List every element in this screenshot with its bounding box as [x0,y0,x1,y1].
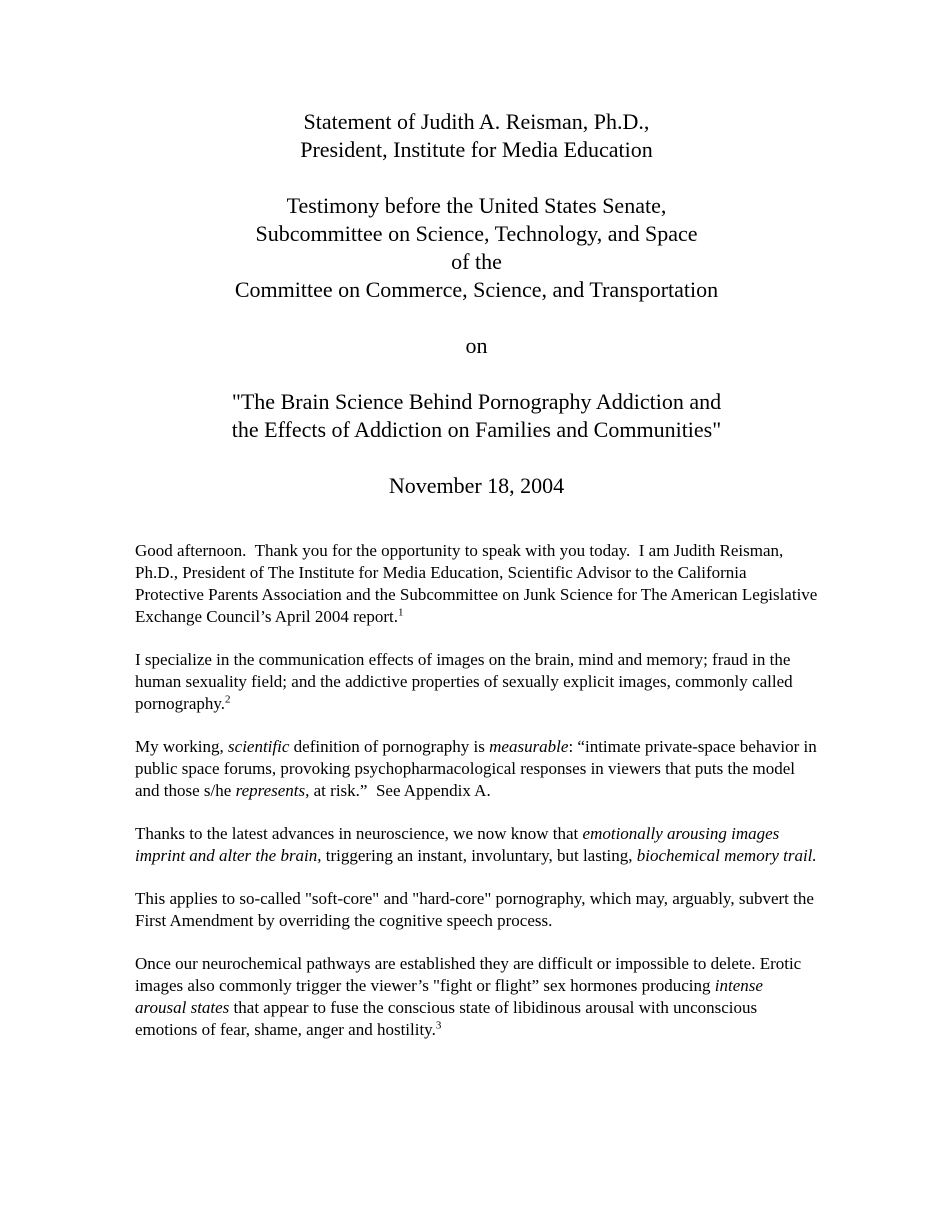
heading-line-author: Statement of Judith A. Reisman, Ph.D., [303,109,650,134]
heading-line-on: on [465,333,488,358]
heading-statement-block [135,108,818,164]
heading-on-block [135,332,818,360]
heading-line-author-title: President, Institute for Media Education [300,137,653,162]
heading-testimony-block [135,192,818,304]
paragraph-specialization: I specialize in the communication effects of images on the brain, mind and memory; fraud in the human sexuality field; and the addictive properties of sexually explicit images, commonly called pornography.$^2$ [135,650,797,713]
paragraph-first-amendment: This applies to so-called "soft-core" and "hard-core" pornography, which may, arguably, subvert the First Amendment by overriding the cognitive speech process. [135,889,819,930]
paragraph-neuroscience: Thanks to the latest advances in neuroscience, we now know that emotionally arousing images imprint and alter the brain, triggering an instant, involuntary, but lasting, biochemical memory trail. [135,824,817,865]
document-body [135,540,822,1041]
heading-line-committee: Committee on Commerce, Science, and Transportation [234,277,719,302]
paragraph-pathways: Once our neurochemical pathways are established they are difficult or impossible to delete. Erotic images also commonly trigger the viewer’s "fight or flight” sex hormones producing intense arousal states that appear to fuse the conscious state of libidinous arousal with unconscious emotions of fear, shame, anger and hostility.$^3$ [135,954,806,1039]
heading-line-topic-2: the Effects of Addiction on Families and Communities" [231,417,722,442]
paragraph-intro: Good afternoon. Thank you for the opportunity to speak with you today. I am Judith Reisman, Ph.D., President of The Institute for Media Education, Scientific Advisor to the California Protective Parents Association and the Subcommittee on Junk Science for The American Legislative Exchange Council’s April 2004 report.$^1$ [135,541,822,626]
heading-line-topic-1: "The Brain Science Behind Pornography Addiction and [231,389,722,414]
heading-line-of-the: of the [451,249,502,274]
paragraph-definition: My working, scientific definition of pornography is measurable: “intimate private-space behavior in public space forums, provoking psychopharmacological responses in viewers that puts the model and those s/he represents, at risk.” See Appendix A. [135,737,821,800]
document-heading [135,108,818,500]
heading-line-subcommittee: Subcommittee on Science, Technology, and Space [255,221,698,246]
heading-line-testimony: Testimony before the United States Senate, [286,193,667,218]
heading-date: November 18, 2004 [388,473,565,498]
heading-topic-block [135,388,818,444]
